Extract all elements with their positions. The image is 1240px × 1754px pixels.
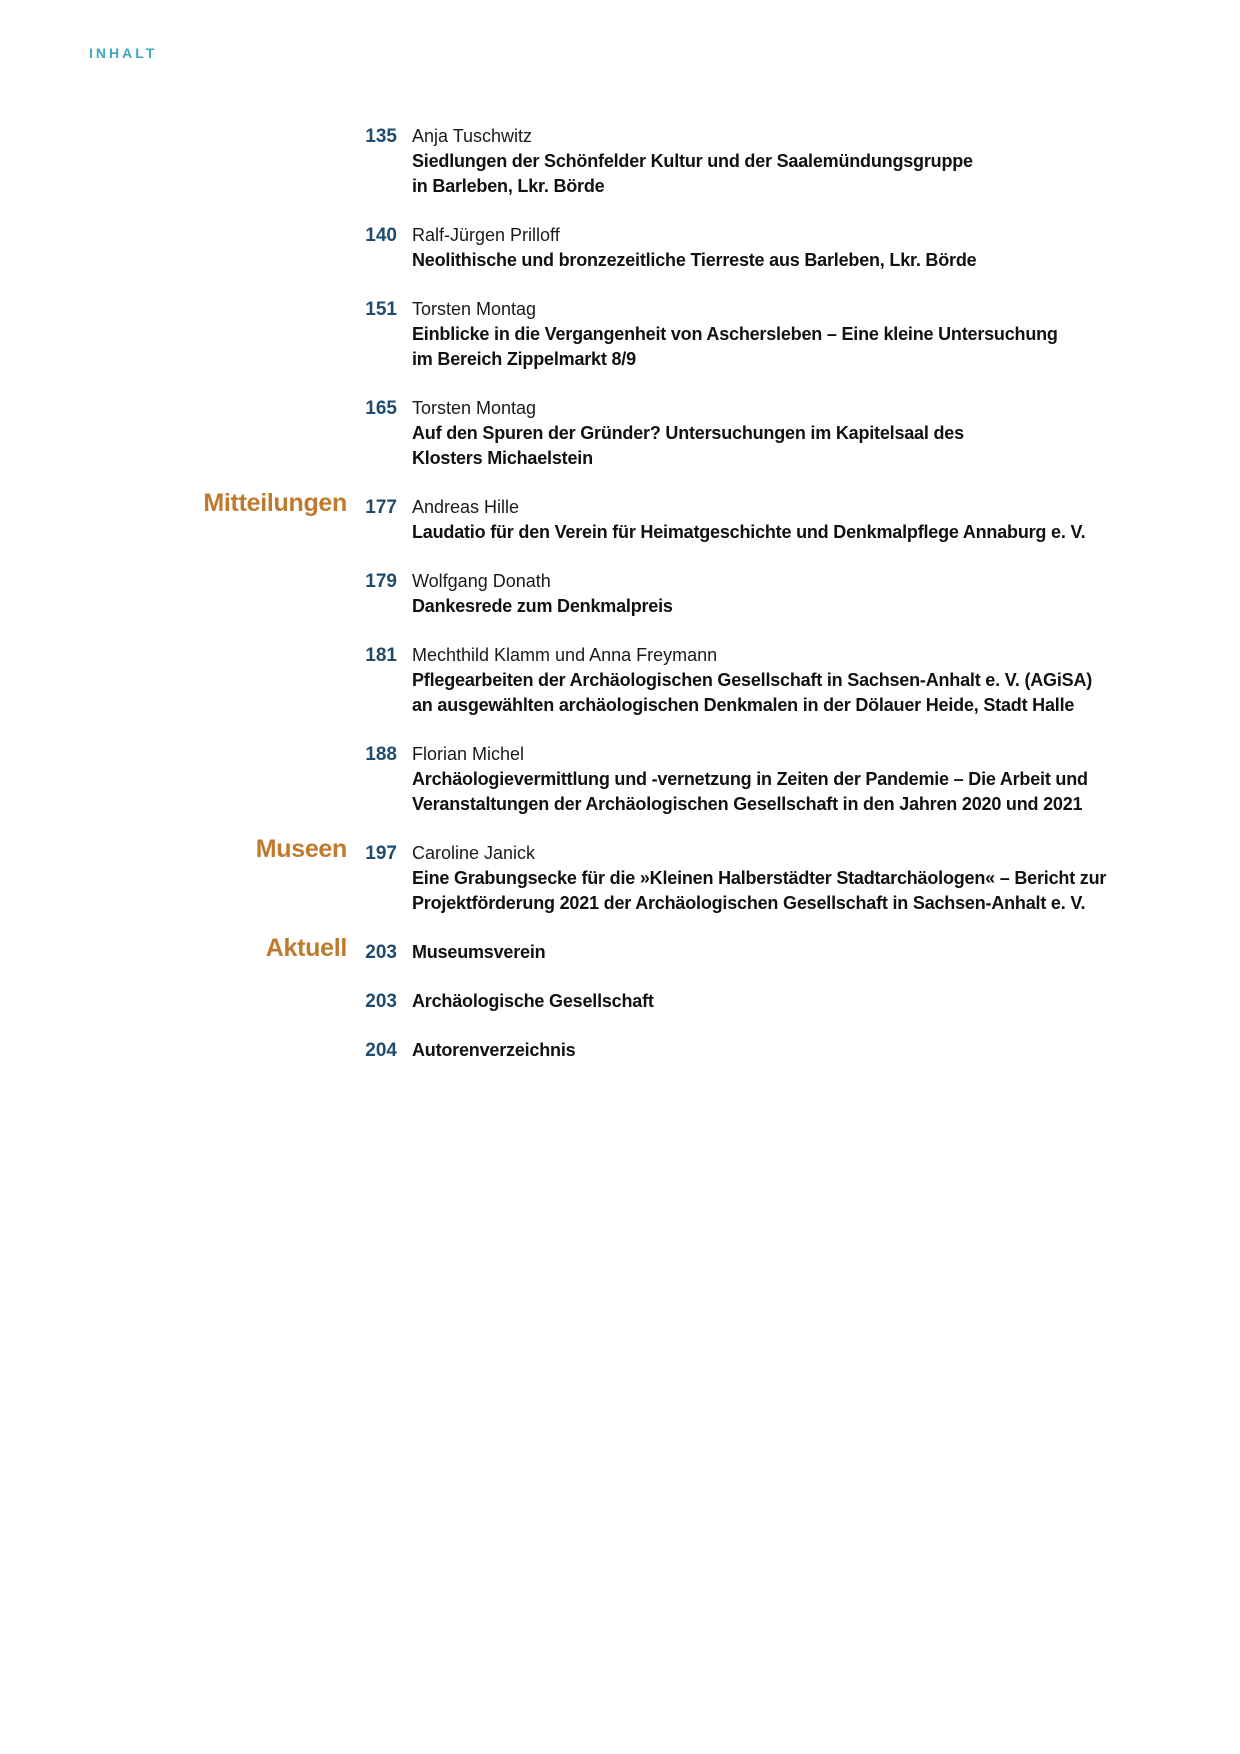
page-number: 177 — [365, 497, 397, 518]
toc-entry[interactable] — [0, 124, 1240, 199]
section-heading: Aktuell — [265, 934, 347, 962]
page-number: 188 — [365, 744, 397, 765]
page-number: 197 — [365, 843, 397, 864]
entry-author: Caroline Janick — [412, 843, 536, 863]
toc-entry[interactable] — [0, 396, 1240, 471]
toc-entry[interactable] — [0, 297, 1240, 372]
page-number: 203 — [365, 991, 397, 1012]
page-number: 151 — [365, 299, 397, 320]
toc-entry[interactable] — [0, 835, 1240, 916]
page-number: 135 — [365, 126, 397, 147]
entry-author: Anja Tuschwitz — [412, 126, 533, 146]
section-heading: Mitteilungen — [203, 489, 347, 517]
entry-author: Torsten Montag — [412, 398, 537, 418]
toc-entry[interactable] — [0, 742, 1240, 817]
page-number: 204 — [365, 1040, 397, 1061]
table-of-contents — [0, 124, 1240, 1087]
entry-title: Autorenverzeichnis — [412, 1040, 576, 1060]
entry-title: Auf den Spuren der Gründer? Untersuchungen im Kapitelsaal des Klosters Michaelstein — [412, 423, 964, 468]
entry-author: Ralf-Jürgen Prilloff — [412, 225, 560, 245]
entry-title: Dankesrede zum Denkmalpreis — [412, 596, 673, 616]
entry-title: Siedlungen der Schönfelder Kultur und der Saalemündungsgruppe in Barleben, Lkr. Börde — [412, 151, 973, 196]
section-heading: Museen — [255, 835, 347, 863]
entry-title: Museumsverein — [412, 942, 546, 962]
entry-author: Torsten Montag — [412, 299, 537, 319]
toc-entry[interactable] — [0, 569, 1240, 619]
toc-entry[interactable] — [0, 643, 1240, 718]
entry-author: Florian Michel — [412, 744, 525, 764]
entry-title: Einblicke in die Vergangenheit von Aschersleben – Eine kleine Untersuchung im Bereich Zippelmarkt 8/9 — [412, 324, 1058, 369]
entry-author: Wolfgang Donath — [412, 571, 551, 591]
page-number: 140 — [365, 225, 397, 246]
entry-title: Archäologievermittlung und -vernetzung in Zeiten der Pandemie – Die Arbeit und Veranstaltungen der Archäologischen Gesellschaft in den Jahren 2020 und 2021 — [412, 769, 1088, 814]
page-number: 203 — [365, 942, 397, 963]
entry-title: Eine Grabungsecke für die »Kleinen Halberstädter Stadtarchäologen« – Bericht zur Projektförderung 2021 der Archäologischen Gesellschaft in Sachsen-Anhalt e. V. — [412, 868, 1107, 913]
page-number: 165 — [365, 398, 397, 419]
page-header: INHALT — [89, 45, 158, 61]
toc-entry[interactable] — [0, 489, 1240, 545]
toc-entry[interactable] — [0, 934, 1240, 965]
toc-entry[interactable] — [0, 1038, 1240, 1063]
entry-title: Archäologische Gesellschaft — [412, 991, 654, 1011]
page-number: 181 — [365, 645, 397, 666]
entry-title: Pflegearbeiten der Archäologischen Gesellschaft in Sachsen-Anhalt e. V. (AGiSA) an ausgewählten archäologischen Denkmalen in der Dölauer Heide, Stadt Halle — [412, 670, 1093, 715]
page-number: 179 — [365, 571, 397, 592]
entry-author: Mechthild Klamm und Anna Freymann — [412, 645, 718, 665]
toc-entry[interactable] — [0, 223, 1240, 273]
entry-author: Andreas Hille — [412, 497, 520, 517]
entry-title: Neolithische und bronzezeitliche Tierreste aus Barleben, Lkr. Börde — [412, 250, 977, 270]
entry-title: Laudatio für den Verein für Heimatgeschichte und Denkmalpflege Annaburg e. V. — [412, 522, 1086, 542]
toc-entry[interactable] — [0, 989, 1240, 1014]
